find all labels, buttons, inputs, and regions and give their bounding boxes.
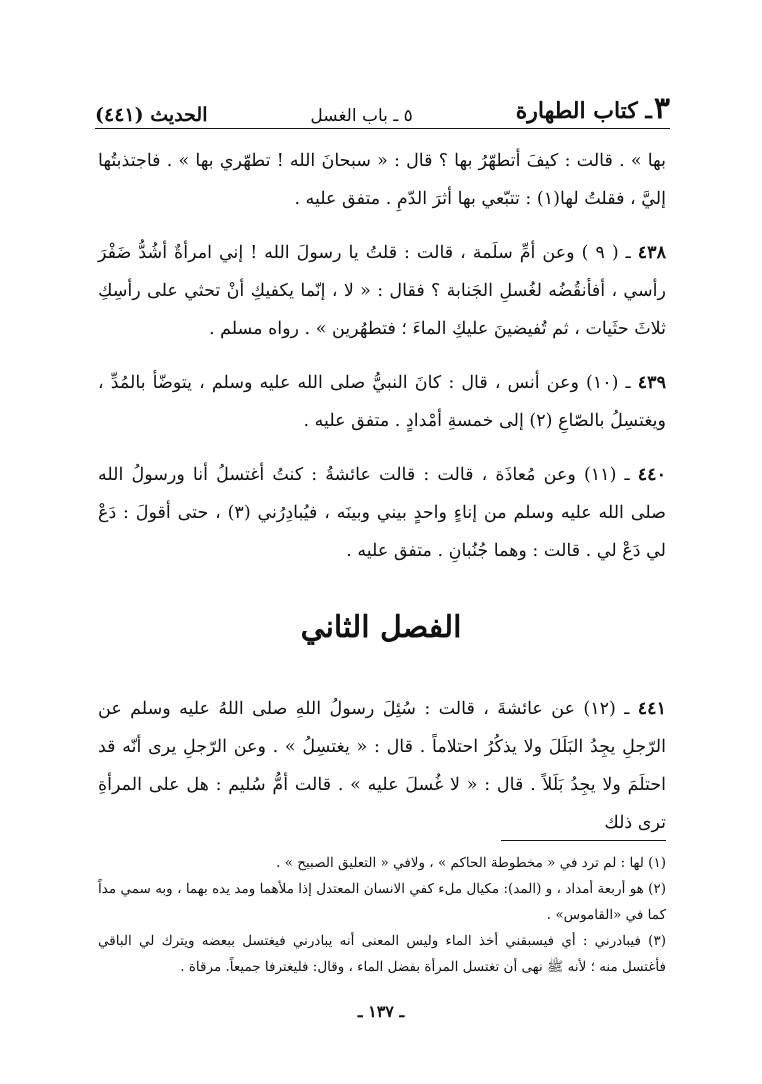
hadith-440: [98, 456, 666, 570]
hadith-number: ٤٣٩: [637, 373, 666, 393]
paragraph-text: ـ (١٢) عن عائشةَ ، قالت : سُئِلَ رسولُ اللهِ صلى اللهُ عليه وسلم عن الرّجلِ يجِدُ البَلَلَ ولا يذكُرُ احتلاماً . قال : « يغتسِلُ » . وعن الرّجلِ يرى أنّه قد احتلَمَ ولا يجِدُ بَلَلاً . قال : « لا غُسلَ عليه » . قالت أمُّ سُليم : هل على المرأةِ ترى ذلك: [98, 699, 666, 833]
hadith-reference: الحديث (٤٤١): [95, 104, 208, 126]
hadith-number: ٤٤١: [637, 699, 666, 719]
section-text: [98, 690, 666, 842]
header-divider: [95, 128, 670, 129]
hadith-439: [98, 364, 666, 440]
paragraph-continuation: [98, 142, 666, 218]
footnote: (٣) فيبادرني : أي فيسبقني أخذ الماء وليس المعنى أنه يبادرني فيغتسل ببعضه ويترك لي الباقي فأغتسل منه ؛ لأنه ﷺ نهى أن تغتسل المرأة بفضل الماء ، وقال: فليغترفا جميعاً. مرقاة .: [98, 933, 666, 975]
footnote: (٢) هو أربعة أمداد ، و (المد): مكيال ملء كفي الانسان المعتدل إذا ملأهما ومد يده بهما ، وبه سمي مداً كما في «القاموس» .: [98, 881, 666, 923]
hadith-438: [98, 234, 666, 348]
running-header: [95, 82, 670, 126]
hadith-441: [98, 690, 666, 842]
footnote: (١) لها : لم ترد في « مخطوطة الحاكم » ، ولافي « التعليق الصبيح » .: [276, 855, 666, 871]
chapter-title: ٥ ـ باب الغسل: [310, 106, 413, 126]
main-text: [98, 142, 666, 570]
hadith-number: ٤٣٨: [637, 243, 666, 263]
book-title: [516, 91, 670, 126]
page-number: ـ ١٣٧ ـ: [357, 1002, 405, 1021]
paragraph-text: بها » . قالت : كيفَ أتطهّرُ بها ؟ قال : « سبحانَ الله ! تطهّري بها » . فاجتذبتُها إليَّ ، فقلتُ لها(١) : تتبّعي بها أثرَ الدّمِ . متفق عليه .: [98, 151, 666, 209]
book-title-text: ـ كتاب الطهارة: [515, 98, 652, 124]
section-title: الفصل الثاني: [300, 610, 462, 645]
paragraph-text: ـ (١١) وعن مُعاذَة ، قالت : قالت عائشةُ : كنتُ أغتسلُ أنا ورسولُ الله صلى الله عليه وسلم من إناءٍ واحدٍ بيني وبينَه ، فيُبادِرُني (٣) ، حتى أقولَ : دَعْ لي دَعْ لي . قالت : وهما جُنُبانِ . متفق عليه .: [98, 465, 666, 561]
footnote-divider: [501, 840, 666, 841]
paragraph-text: ـ (١٠) وعن أنس ، قال : كانَ النبيُّ صلى الله عليه وسلم ، يتوضّأ بالمُدِّ ، ويغتسِلُ بالصّاعِ (٢) إلى خمسةِ أمْدادٍ . متفق عليه .: [98, 373, 666, 431]
footnotes: [98, 850, 666, 980]
hadith-number: ٤٤٠: [637, 465, 666, 485]
paragraph-text: ـ ( ٩ ) وعن أمِّ سلَمة ، قالت : قلتُ يا رسولَ الله ! إني امرأةٌ أشُدُّ ضَفْرَ رأسي ، أفأنقُضُه لغُسلِ الجَنابة ؟ فقال : « لا ، إنّما يكفيكِ أنْ تحثي على رأسِكِ ثلاثَ حثَيات ، ثم تُفيضينَ عليكِ الماءَ ؛ فتطهُرين » . رواه مسلم .: [98, 243, 666, 339]
book-number: ٣: [653, 91, 670, 126]
